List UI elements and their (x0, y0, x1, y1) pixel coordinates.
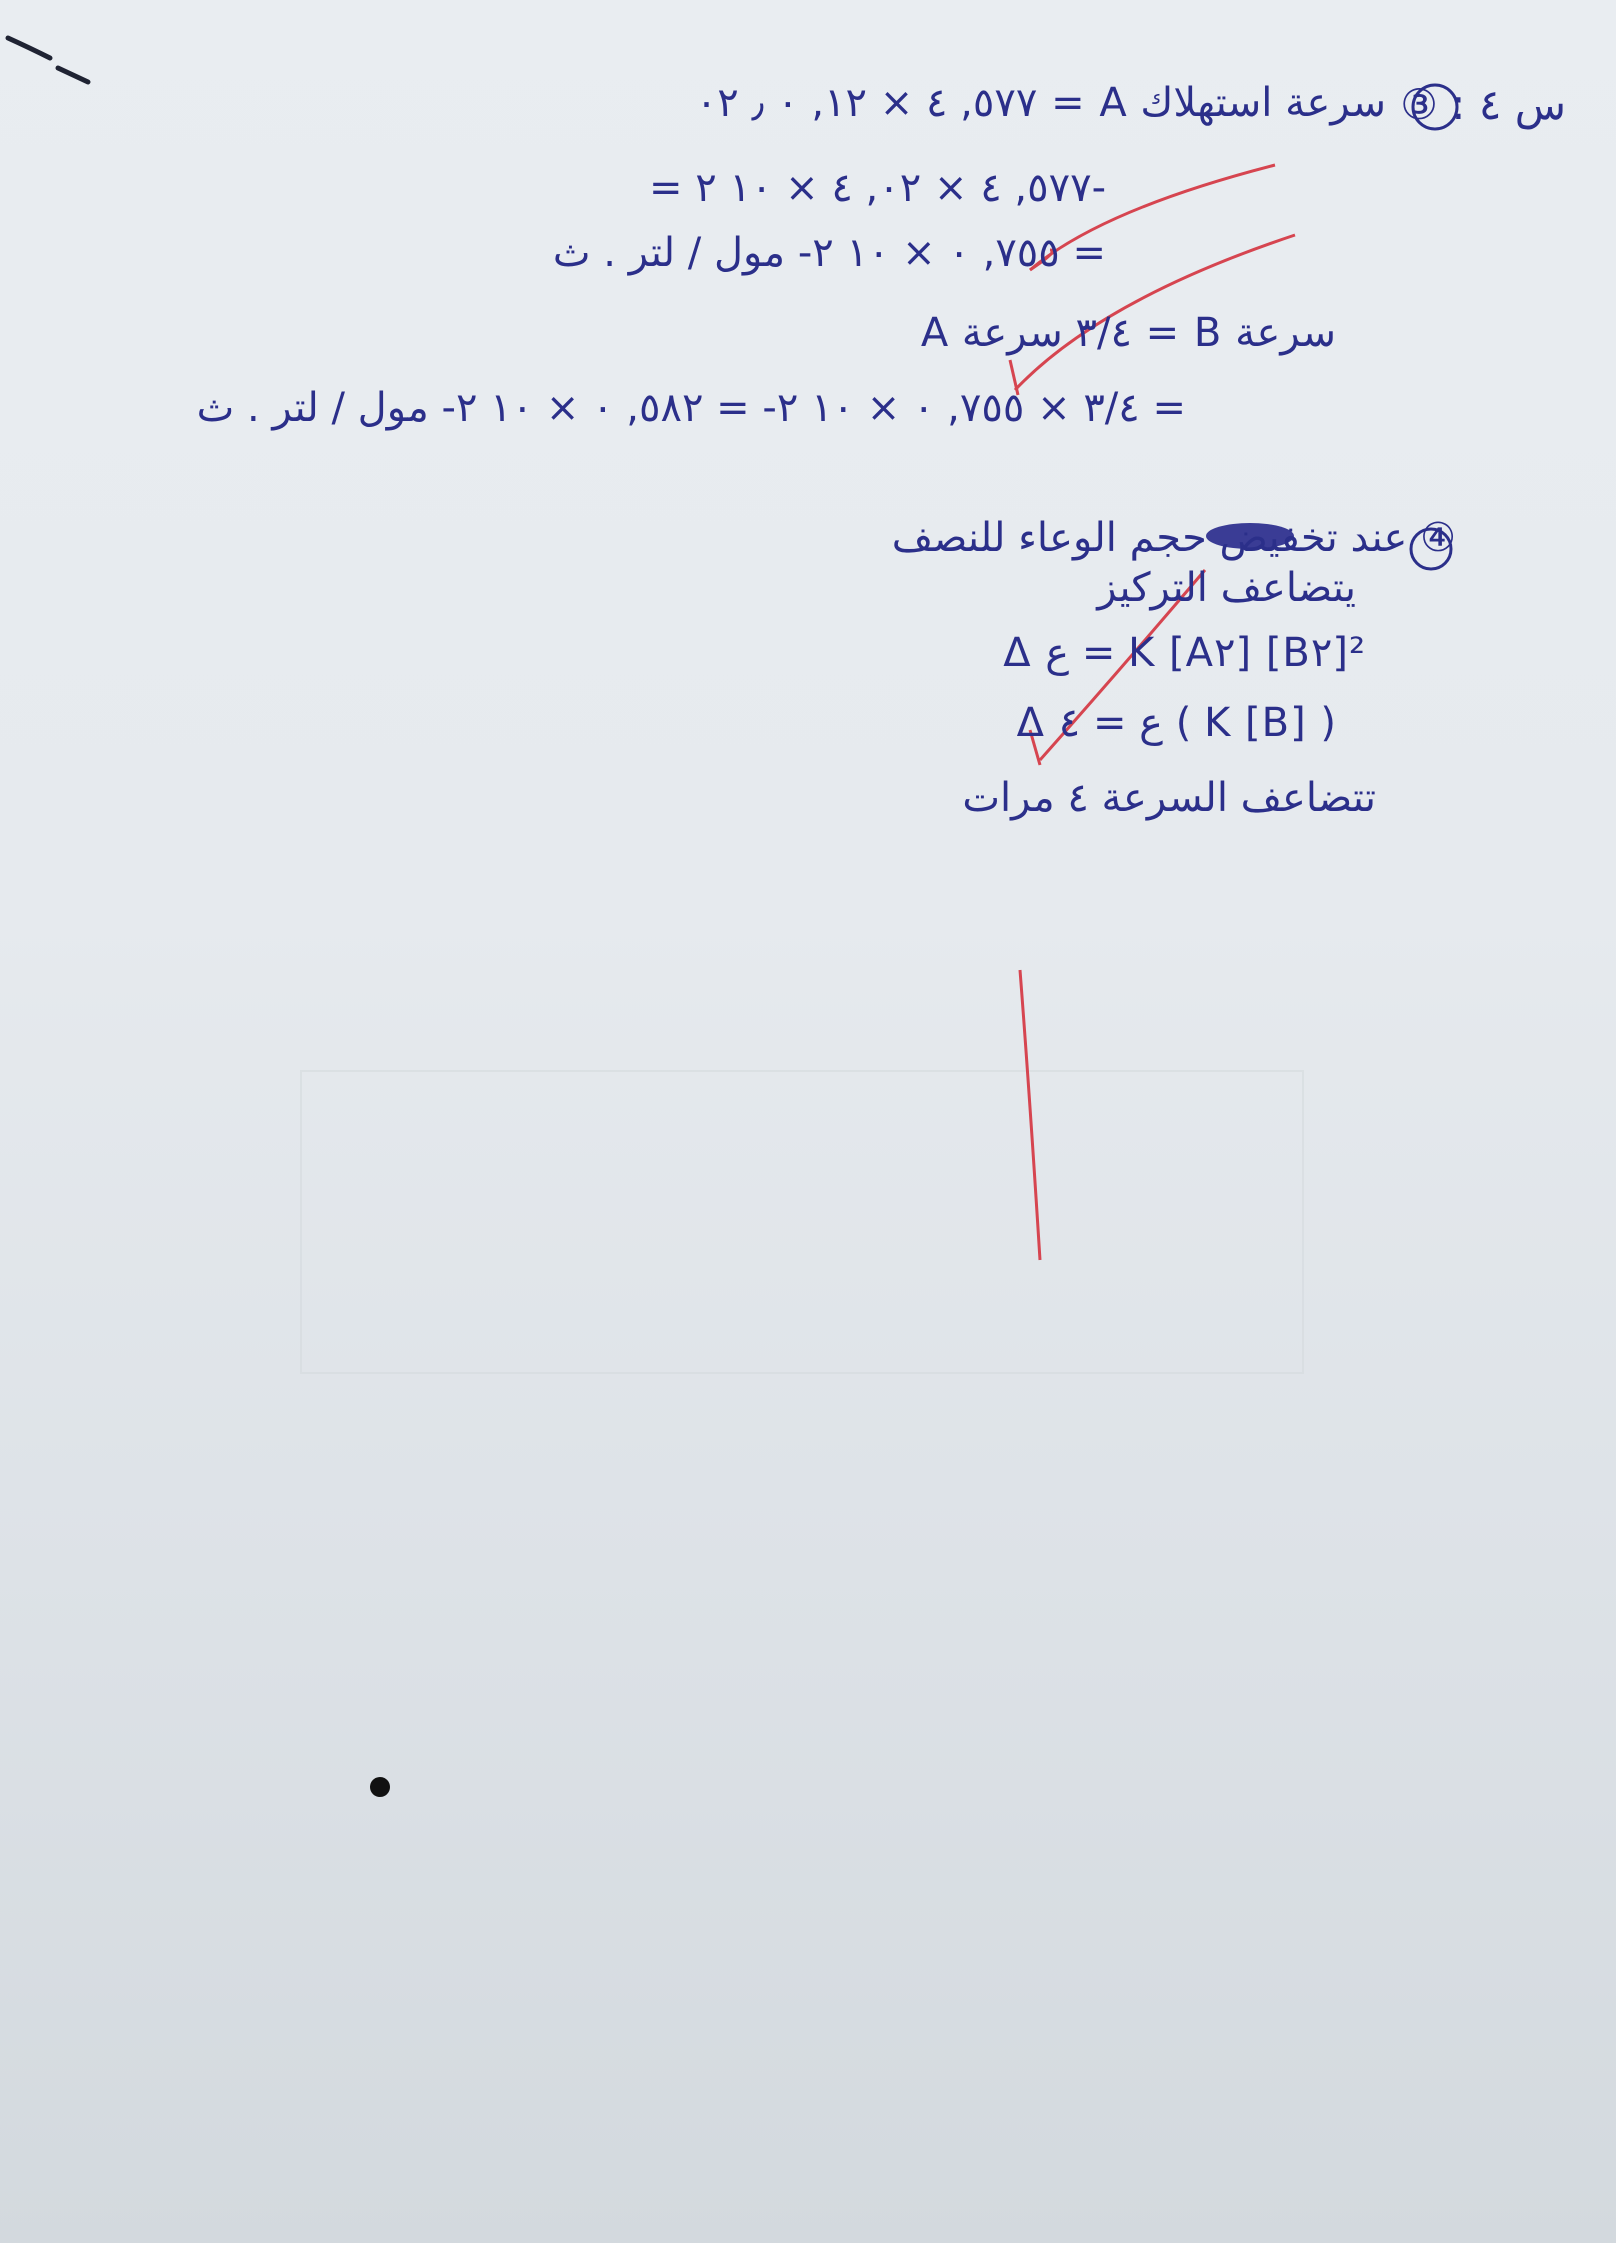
part3-line5: = ٣/٤ × ٧٥٥, ٠ × ١٠ ٢- = ٥٨٢, ٠ × ١٠ ٢- مول / لتر . ث (196, 385, 1186, 431)
part3-line1: سرعة استهلاك A = ٥٧٧, ٤ × ١٢, ٠ ٫ ٠٢ (695, 80, 1386, 126)
part4-line5: تتضاعف السرعة ٤ مرات (962, 775, 1376, 821)
part4-line1: ④ عند تخفيض حجم الوعاء للنصف (891, 515, 1456, 561)
part3-line2: = ٥٧٧, ٤ × ٠٢, ٤ × ١٠ ٢- (648, 165, 1106, 211)
part4-line3: Δ ع = K [A٢] [B٢]² (1003, 630, 1366, 676)
part4-line2: يتضاعف التركيز (1097, 565, 1356, 611)
part3-line3: = ٧٥٥, ٠ × ١٠ ٢- مول / لتر . ث (552, 230, 1106, 276)
part4-line4: Δ ع = ٤ ( K [B] ) (1016, 700, 1336, 746)
part3-line4: سرعة B = ٣/٤ سرعة A (920, 310, 1336, 356)
question-label: س ٤ : ③ (1400, 80, 1566, 129)
